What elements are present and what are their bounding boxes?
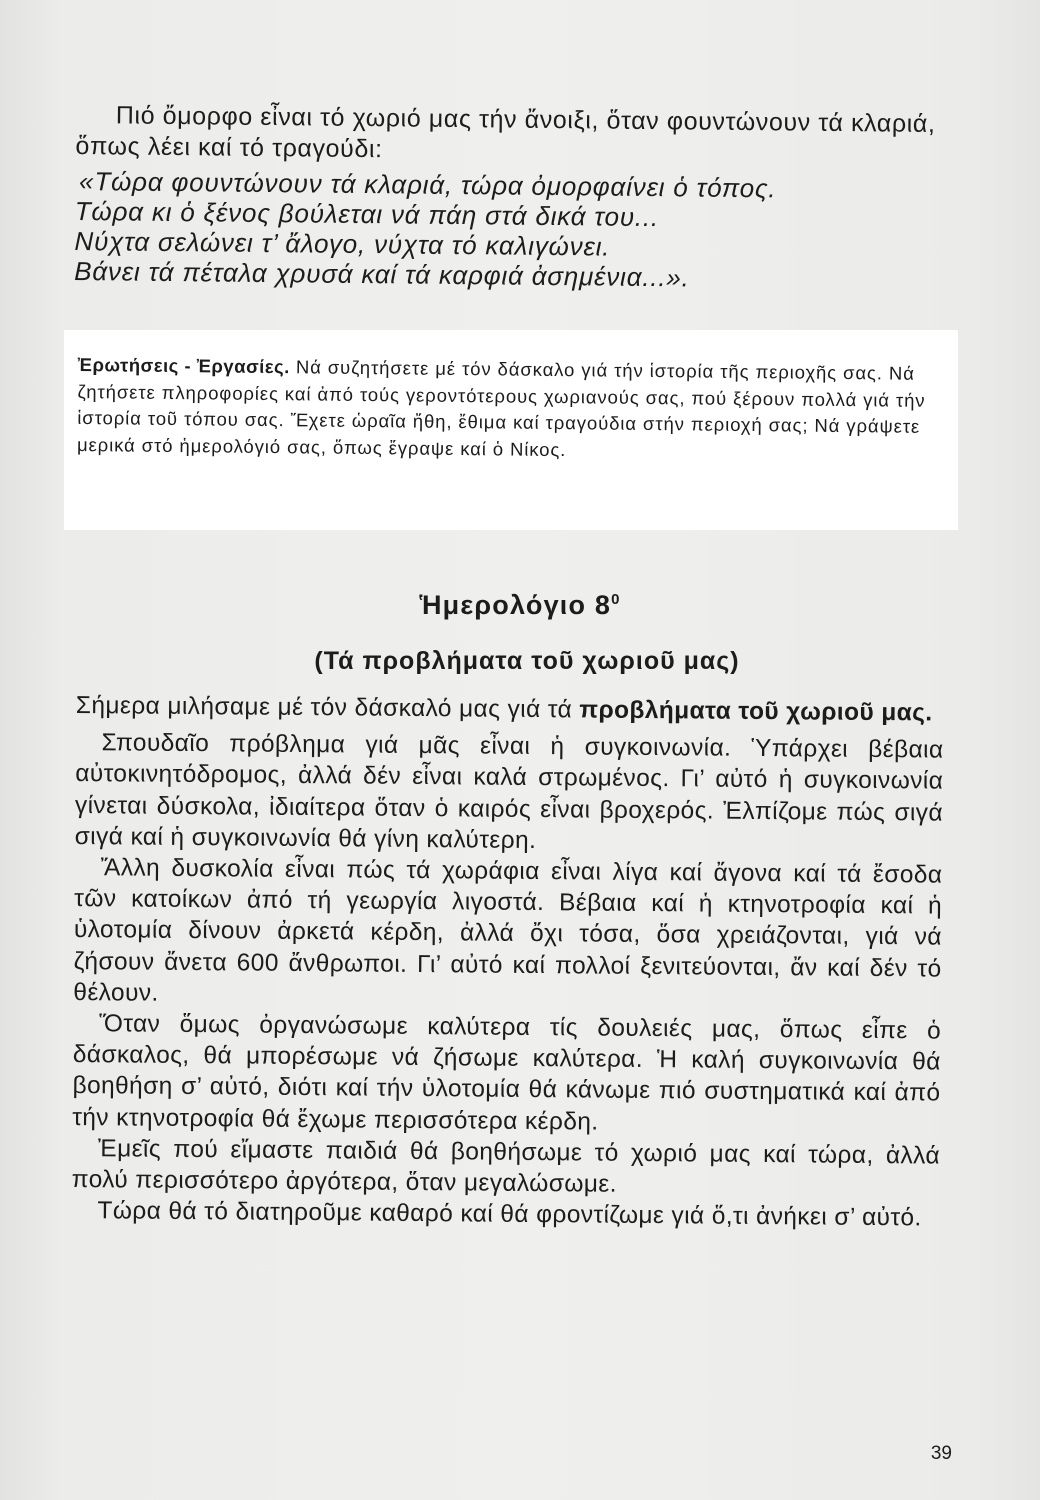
diary-paragraph: Σπουδαῖο πρόβλημα γιά μᾶς εἶναι ἡ συγκοινωνία. Ὑπάρχει βέβαια αὐτοκινητόδρομος, ἀλλά δέν εἶναι καλά στρωμένος. Γι’ αὐτό ἡ συγκοινωνία γίνεται δύσκολα, ἰδιαίτερα ὅταν ὁ καιρός εἶναι βροχερός. Ἐλπίζομε πώς σιγά σιγά καί ἡ συγκοινωνία θά γίνη καλύτερη. [74, 729, 944, 854]
questions-tasks-text [77, 352, 928, 467]
questions-tasks-body: Νά συζητήσετε μέ τόν δάσκαλο γιά τήν ἱστορία τῆς περιοχῆς σας. Νά ζητήσετε πληροφορίες καί ἀπό τούς γεροντότερους χωριανούς σας, πού ξέρουν πολλά γιά τήν ἱστορία τοῦ τόπου σας. Ἔχετε ὡραῖα ἤθη, ἔθιμα καί τραγούδια στήν περιοχή σας; Νά γράψετε μερικά στό ἡμερολόγιό σας, ὅπως ἔγραψε καί ὁ Νίκος. [76, 356, 926, 460]
diary-paragraph: Τώρα θά τό διατηροῦμε καθαρό καί θά φροντίζωμε γιά ὅ,τι ἀνήκει σ’ αὐτό. [97, 1197, 922, 1232]
diary-paragraph: Ὅταν ὅμως ὀργανώσωμε καλύτερα τίς δουλειές μας, ὅπως εἶπε ὁ δάσκαλος, θά μπορέσωμε νά ζήσωμε καλύτερα. Ἡ καλή συγκοινωνία θά βοηθήση σ’ αὐτό, διότι καί τήν ὑλοτομία θά κάνωμε πιό συστηματικά καί ἀπό τήν κτηνοτροφία θά ἔχωμε περισσότερα κέρδη. [72, 1010, 942, 1136]
intro-section [74, 100, 956, 295]
diary-opening-paragraph [76, 690, 944, 729]
questions-tasks-label: Ἐρωτήσεις - Ἐργασίες. [77, 353, 290, 378]
diary-title [0, 590, 1040, 621]
diary-opening-text: Σήμερα μιλήσαμε μέ τόν δάσκαλό μας γιά τά [75, 691, 573, 724]
page-number: 39 [930, 1443, 952, 1464]
folk-song-poem [74, 166, 955, 295]
poem-line: Νύχτα σελώνει τ’ ἄλογο, νύχτα τό καλιγώνει. [74, 225, 611, 262]
diary-opening-bold: προβλήματα τοῦ χωριοῦ μας. [579, 696, 933, 727]
diary-paragraph: Ἄλλη δυσκολία εἶναι πώς τά χωράφια εἶναι λίγα καί ἄγονα καί τά ἔσοδα τῶν κατοίκων ἀπό τή γεωργία λιγοστά. Βέβαια καί ἡ κτηνοτροφία καί ἡ ὑλοτομία δίνουν ἀρκετά κέρδη, ἀλλά ὄχι τόσα, ὅσα χρειάζονται, γιά νά ζήσουν ἄνετα 600 ἄνθρωποι. Γι’ αὐτό καί πολλοί ξενιτεύονται, ἄν καί δέν τό θέλουν. [73, 854, 943, 1007]
diary-title-text: Ἡμερολόγιο 8 [419, 590, 612, 620]
diary-subtitle: (Τά προβλήματα τοῦ χωριοῦ μας) [314, 647, 740, 675]
diary-title-superscript: 0 [611, 591, 621, 608]
diary-paragraph: Ἐμεῖς πού εἴμαστε παιδιά θά βοηθήσωμε τό χωριό μας καί τώρα, ἀλλά πολύ περισσότερο ἀργότερα, ὅταν μεγαλώσωμε. [71, 1135, 941, 1198]
questions-tasks-box [64, 330, 958, 530]
diary-body [71, 690, 944, 1234]
poem-line: «Τώρα φουντώνουν τά κλαριά, τώρα ὀμορφαίνει ὁ τόπος. [78, 166, 777, 204]
poem-line: Βάνει τά πέταλα χρυσά καί τά καρφιά ἀσημένια...». [74, 255, 690, 293]
poem-line: Τώρα κι ὁ ξένος βούλεται νά πάη στά δικά του... [74, 195, 660, 233]
intro-paragraph: Πιό ὄμορφο εἶναι τό χωριό μας τήν ἄνοιξι, ὅταν φουντώνουν τά κλαριά, ὅπως λέει καί τό τραγούδι: [75, 101, 936, 164]
